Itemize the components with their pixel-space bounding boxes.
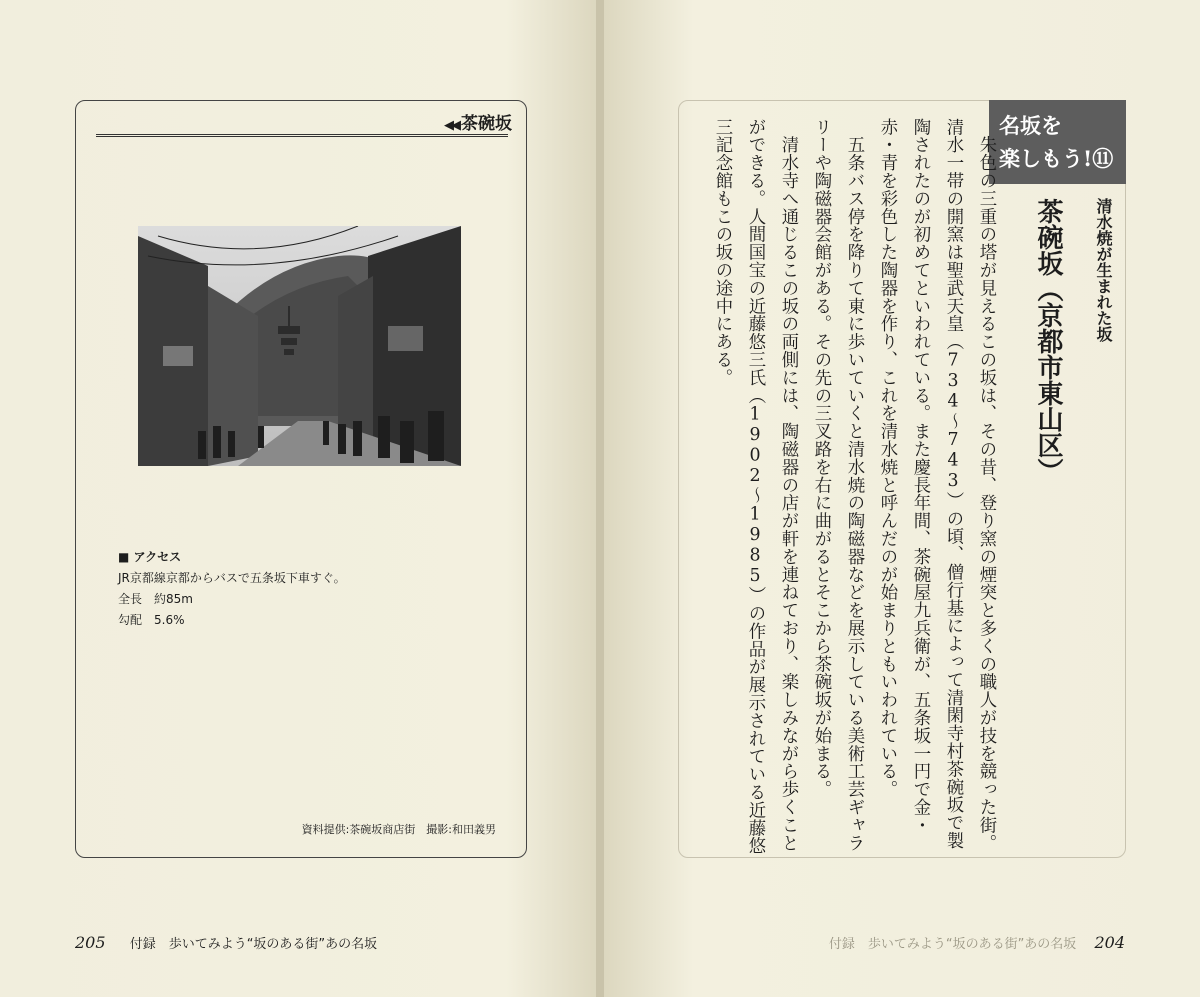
section-header-line2: 楽しもう!⑪: [999, 146, 1114, 171]
access-route: JR京都線京都からバスで五条坂下車すぐ。: [118, 571, 346, 585]
info-card: [75, 100, 527, 858]
page-number-left: 205: [75, 933, 106, 952]
left-footer: [75, 933, 377, 952]
access-info: [118, 547, 346, 631]
article-subtitle: 清水焼が生まれた坂: [1094, 198, 1113, 342]
card-title: [444, 109, 512, 134]
left-page: [0, 0, 596, 997]
photo-credit: 資料提供:茶碗坂商店街 撮影:和田義男: [301, 823, 496, 836]
title-rule: [96, 134, 508, 137]
section-header: [989, 100, 1126, 184]
slope-grade: 勾配 5.6%: [118, 613, 185, 627]
book-gutter: [596, 0, 604, 997]
page-number-right: 204: [1094, 933, 1125, 952]
article-body: [705, 118, 1002, 858]
street-photo: [138, 226, 461, 466]
running-head-left: 付録 歩いてみよう“坂のある街”あの名坂: [129, 937, 378, 952]
right-footer: [829, 933, 1125, 952]
access-heading: ■ アクセス: [118, 550, 182, 564]
paragraph-1: 朱色の三重の塔が見えるこの坂は、その昔、登り窯の煙突と多くの職人が技を競った街。清水一帯の開窯は聖武天皇（734〜743）の頃、僧行基によって清閑寺村茶碗坂で製陶されたのが初めてといわれている。また慶長年間、茶碗屋九兵衛が、五条坂一円で金・赤・青を彩色した陶器を作り、これを清水焼と呼んだのが始まりともいわれている。: [877, 118, 996, 852]
section-header-line1: 名坂を: [999, 113, 1062, 138]
article-title: 茶碗坂（京都市東山区）: [1033, 198, 1063, 484]
street-photo-image: [138, 226, 461, 466]
double-arrow-icon: ◀◀: [444, 118, 458, 133]
card-title-text: 茶碗坂: [461, 114, 512, 134]
paragraph-3: 清水寺へ通じるこの坂の両側には、陶磁器の店が軒を連ねており、楽しみながら歩くことができる。人間国宝の近藤悠三氏（1902〜1985）の作品が展示されている近藤悠三記念館もこの坂の途中にある。: [712, 118, 798, 855]
paragraph-2: 五条バス停を降りて東に歩いていくと清水焼の陶磁器などを展示している美術工芸ギャラリーや陶磁器会館がある。その先の三叉路を右に曲がるとそこから茶碗坂が始まる。: [811, 118, 864, 852]
slope-length: 全長 約85m: [118, 592, 193, 606]
running-head-right: 付録 歩いてみよう“坂のある街”あの名坂: [828, 937, 1077, 952]
